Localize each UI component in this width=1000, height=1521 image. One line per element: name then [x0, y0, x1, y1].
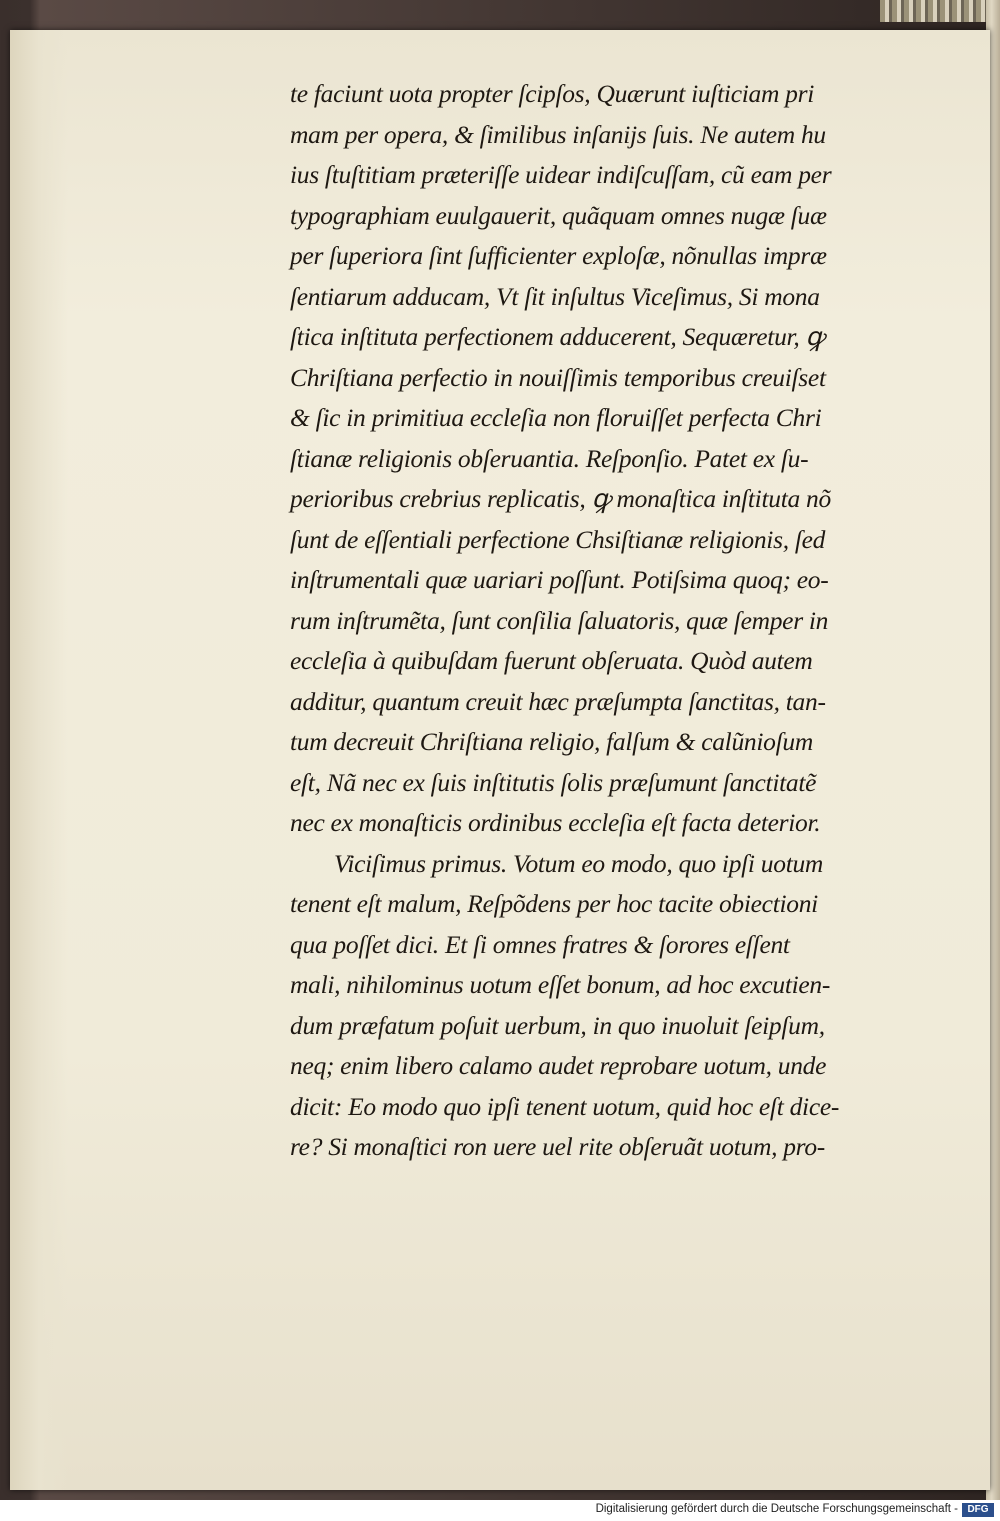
adjacent-pages-edge — [880, 0, 1000, 22]
text-line: ſunt de eſſentiali perfectione Chsiſtianæ religionis, ſed — [290, 524, 826, 554]
text-line: mali, nihilominus uotum eſſet bonum, ad hoc excutien- — [290, 970, 831, 999]
text-line: tenent eſt malum, Reſpõdens per hoc tacite obiectioni — [290, 889, 818, 918]
book-page — [10, 30, 990, 1490]
text-line: ſentiarum adducam, Vt ſit inſultus Viceſimus, Si mona — [290, 281, 820, 311]
text-line: additur, quantum creuit hæc præſumpta ſanctitas, tan- — [290, 686, 826, 716]
text-line: rum inſtrumẽta, ſunt conſilia ſaluatoris, quæ ſemper in — [290, 605, 829, 635]
dfg-logo-icon: DFG — [962, 1503, 994, 1517]
text-line: & ſic in primitiua eccleſia non floruiſſet perfecta Chri — [290, 403, 822, 432]
text-line: ſtica inſtituta perfectionem adducerent, Sequæretur, ꝙ — [290, 322, 825, 351]
text-line: eccleſia à quibuſdam fuerunt obſeruata. Quòd autem — [290, 646, 813, 675]
text-line: per ſuperiora ſint ſufficienter exploſæ, nõnullas impræ — [290, 241, 827, 270]
text-line: dum præfatum poſuit uerbum, in quo inuoluit ſeipſum, — [290, 1010, 825, 1040]
text-line: ius ſtuſtitiam præteriſſe uidear indiſcuſſam, cũ eam per — [290, 160, 832, 189]
text-line: typographiam euulgauerit, quãquam omnes nugæ ſuæ — [290, 200, 827, 230]
text-line: te faciunt uota propter ſcipſos, Quærunt iuſticiam pri — [290, 79, 815, 108]
text-line: nec ex monaſticis ordinibus eccleſia eſt facta deterior. — [290, 808, 821, 837]
text-line: tum decreuit Chriſtiana religio, falſum & calũnioſum — [290, 727, 813, 756]
text-line-paragraph-start: Viciſimus primus. Votum eo modo, quo ipſi uotum — [334, 848, 824, 878]
text-line: mam per opera, & ſimilibus inſanijs ſuis. Ne autem hu — [290, 119, 826, 149]
text-line: re? Si monaſtici ron uere uel rite obſeruãt uotum, pro- — [290, 1132, 825, 1161]
text-line: Chriſtiana perfectio in nouiſſimis temporibus creuiſset — [290, 362, 826, 392]
text-line: inſtrumentali quæ uariari poſſunt. Potiſsima quoq; eo- — [290, 565, 829, 594]
text-line: qua poſſet dici. Et ſi omnes fratres & ſorores eſſent — [290, 929, 790, 959]
footer-bar — [0, 1500, 1000, 1521]
page-text-block — [290, 74, 950, 1168]
funding-credit: Digitalisierung gefördert durch die Deutsche Forschungsgemeinschaft - — [595, 1503, 958, 1515]
text-line: dicit: Eo modo quo ipſi tenent uotum, quid hoc eſt dice- — [290, 1091, 840, 1121]
text-line: ſtianæ religionis obſeruantia. Reſponſio. Patet ex ſu- — [290, 443, 809, 473]
text-line: neq; enim libero calamo audet reprobare uotum, unde — [290, 1051, 827, 1080]
text-line: perioribus crebrius replicatis, ꝙ monaſtica inſtituta nõ — [290, 484, 831, 513]
text-line: eſt, Nã nec ex ſuis inſtitutis ſolis præſumunt ſanctitatẽ — [290, 767, 817, 797]
